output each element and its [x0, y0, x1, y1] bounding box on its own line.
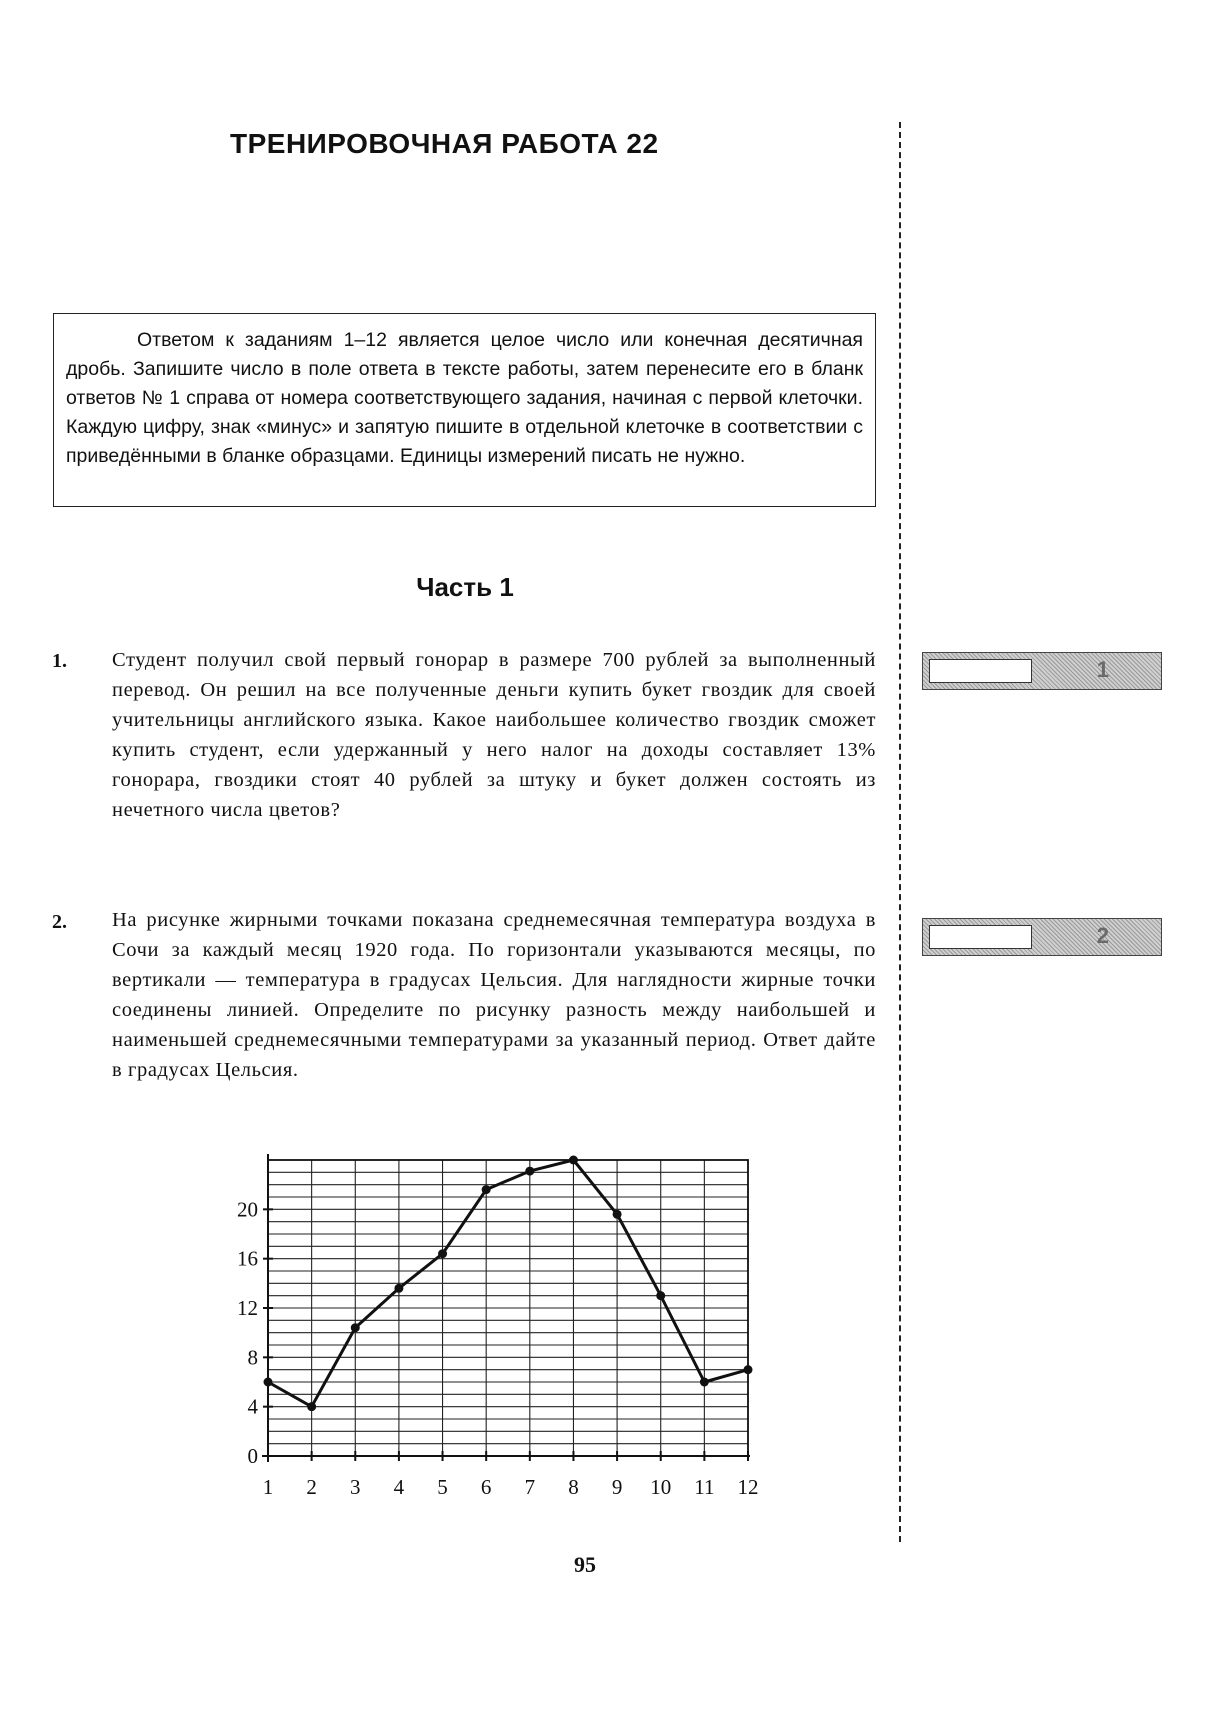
answer-field-2[interactable]: [929, 925, 1032, 949]
y-tick-label: 4: [247, 1394, 258, 1419]
temperature-chart: [210, 1140, 770, 1510]
data-point: [744, 1365, 753, 1374]
answer-box-1-number: 1: [1096, 657, 1109, 682]
answer-box-2: [922, 918, 1162, 956]
data-point: [613, 1210, 622, 1219]
page-title: ТРЕНИРОВОЧНАЯ РАБОТА 22: [230, 128, 659, 159]
answer-box-1: [922, 652, 1162, 690]
instructions-box: Ответом к заданиям 1–12 является целое число или конечная десятичная дробь. Запишите число в поле ответа в тексте работы, затем перенесите его в бланк ответов № 1 справа от номера соответствующего задания, начиная с первой клеточки. Каждую цифру, знак «минус» и запятую пишите в отдельной клеточке в соответствии с приведёнными в бланке образцами. Единицы измерений писать не нужно.: [53, 313, 876, 507]
data-point: [351, 1323, 360, 1332]
task-2-number: 2.: [52, 911, 67, 933]
chart-tick-labels: [237, 1197, 759, 1499]
data-point: [482, 1185, 491, 1194]
answer-box-2-number: 2: [1096, 923, 1109, 948]
task-1-number: 1.: [52, 650, 67, 672]
y-tick-label: 0: [247, 1444, 258, 1468]
y-tick-label: 12: [237, 1296, 258, 1320]
part-title: Часть 1: [416, 572, 514, 602]
x-tick-label: 3: [350, 1475, 361, 1499]
x-tick-label: 5: [437, 1475, 448, 1499]
y-tick-label: 8: [247, 1345, 258, 1370]
x-tick-label: 6: [480, 1475, 492, 1499]
cut-line: [899, 122, 901, 1542]
data-point: [700, 1378, 709, 1387]
x-tick-label: 7: [524, 1475, 536, 1499]
data-point: [307, 1402, 316, 1411]
x-tick-label: 9: [611, 1475, 623, 1499]
y-tick-label: 16: [237, 1246, 258, 1271]
data-point: [569, 1156, 578, 1165]
data-point: [264, 1378, 273, 1387]
task-1-text: Студент получил свой первый гонорар в размере 700 рублей за выполненный перевод. Он решил на все полученные деньги купить букет гвоздик для своей учительницы английского языка. Какое наибольшее количество гвоздик сможет купить студент, если удержанный у него налог на доходы составляет 13% гонорара, гвоздики стоят 40 рублей за штуку и букет должен состоять из нечетного числа цветов?: [112, 649, 876, 821]
x-tick-label: 12: [737, 1475, 759, 1499]
chart-grid: [268, 1160, 748, 1456]
data-point: [394, 1284, 403, 1293]
x-tick-label: 8: [568, 1475, 579, 1499]
data-point: [656, 1291, 665, 1300]
x-tick-label: 2: [306, 1475, 317, 1499]
data-point: [525, 1167, 534, 1176]
x-tick-label: 11: [694, 1475, 715, 1499]
task-2-text: На рисунке жирными точками показана среднемесячная температура воздуха в Сочи за каждый месяц 1920 года. По горизонтали указываются месяцы, по вертикали — температура в градусах Цельсия. Для наглядности жирные точки соединены линией. Определите по рисунку разность между наибольшей и наименьшей среднемесячными температурами за указанный период. Ответ дайте в градусах Цельсия.: [112, 909, 876, 1081]
x-tick-label: 1: [262, 1475, 274, 1499]
x-tick-label: 4: [393, 1475, 405, 1499]
answer-field-1[interactable]: [929, 659, 1032, 683]
y-tick-label: 20: [237, 1197, 258, 1222]
x-tick-label: 10: [650, 1475, 672, 1499]
page-number: 95: [574, 1552, 596, 1577]
data-point: [438, 1249, 447, 1258]
